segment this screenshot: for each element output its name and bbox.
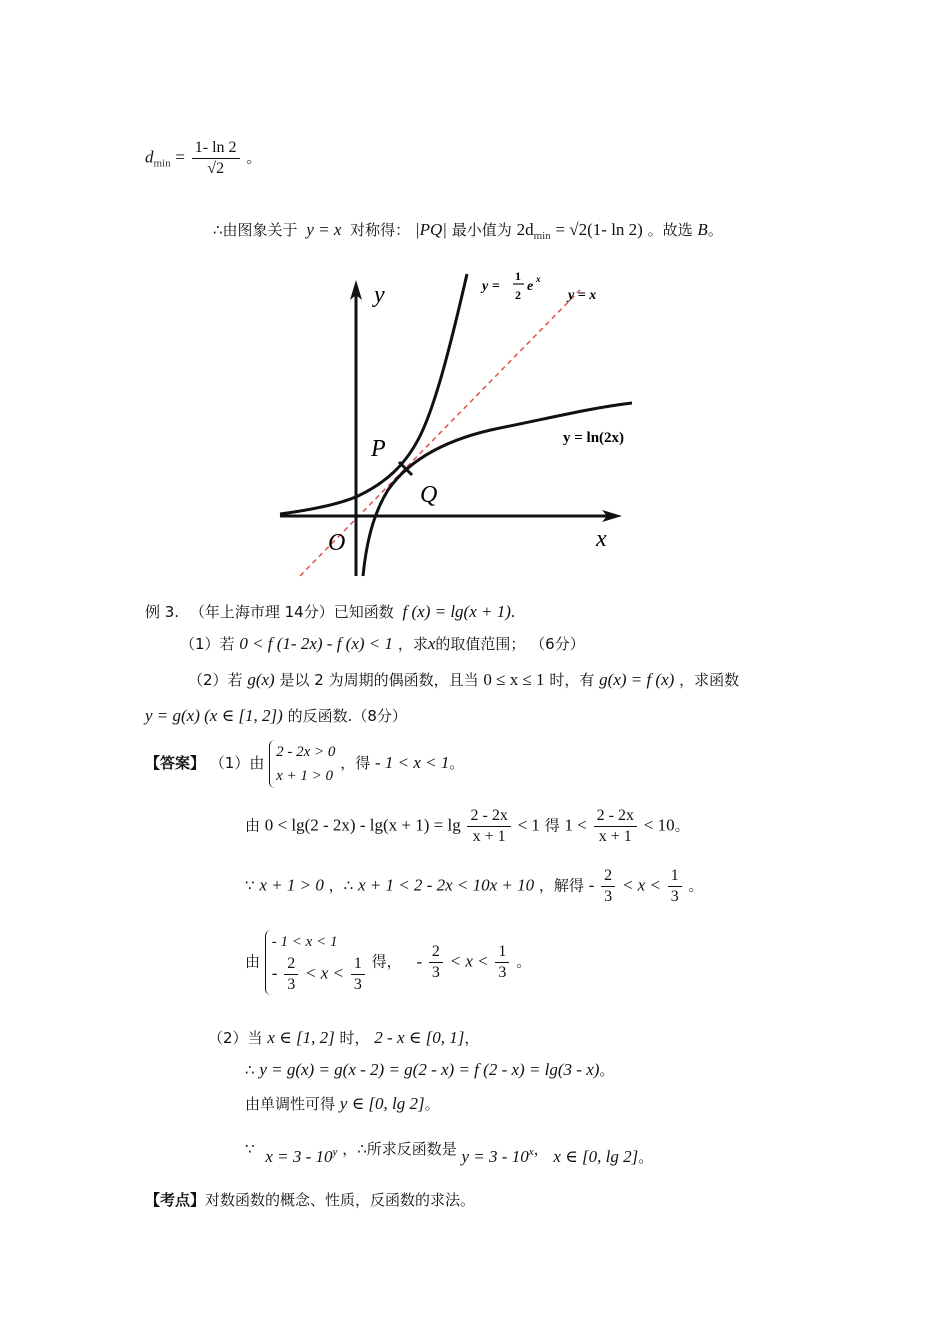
answer-2: 由 0 < lg(2 - 2x) - lg(x + 1) = lg $\frac{2 - 2x}{x + 1}$ < 1 得 1 < $\frac{2 - 2x}{x + 1}$ < 10。 (245, 807, 690, 845)
answer-5: （2）当 x ∈ [1, 2] 时， 2 - x ∈ [0, 1]， (208, 1028, 480, 1047)
question-2: （2）若 g(x) 是以 2 为周期的偶函数，且当 0 ≤ x ≤ 1 时，有 g(x) = f (x) ，求函数 (188, 670, 740, 689)
fraction: $\frac{2}{3}$ (601, 866, 615, 907)
key-point: 【考点】对数函数的概念、性质，反函数的求法。 (145, 1191, 476, 1209)
label-exp-num: 1 (515, 269, 521, 283)
example-title: 例 3. （年上海市理 14分）已知函数 f (x) = lg(x + 1). (145, 602, 516, 621)
curve-ln (363, 403, 632, 576)
answer-1: 【答案】 （1）由 2 - 2x > 0 x + 1 > 0 ，得 - 1 < x < 1。 (145, 740, 464, 788)
curve-exp (280, 274, 467, 514)
question-1: （1）若 0 < f (1- 2x) - f (x) < 1 ，求x的取值范围； （6分） (180, 634, 585, 653)
y-axis-label: y (374, 282, 385, 308)
point-p-label: P (371, 436, 386, 462)
answer-7: 由单调性可得 y ∈ [0, lg 2]。 (245, 1094, 440, 1113)
origin-label: O (328, 530, 346, 556)
fraction: $\frac{2 - 2x}{x + 1}$ (467, 806, 510, 847)
answer-4: 由 - 1 < x < 1 - $\frac{2}{3}$ < x < $\frac{1}{3}$ 得， - $\frac{2}{3}$ < x < $\frac{1}{3}$ 。 (245, 930, 531, 995)
x-axis-label: x (596, 526, 607, 552)
fraction: $\frac{1}{3}$ (351, 954, 365, 995)
system-brace: 2 - 2x > 0 x + 1 > 0 (269, 740, 335, 788)
formula-dmin: $d_{min}$ = $\frac{1- \ln 2}{√2}$ 。 (145, 139, 262, 177)
label-y-equals-x: y = x (568, 288, 597, 303)
question-2-cont: y = g(x) (x ∈ [1, 2]) 的反函数.（8分） (145, 706, 407, 725)
system-brace: - 1 < x < 1 - $\frac{2}{3}$ < x < $\frac{1}{3}$ (265, 930, 367, 995)
fraction: $\frac{2 - 2x}{x + 1}$ (594, 806, 637, 847)
symmetry-conclusion: ∴由图象关于 y = x 对称得： |PQ| 最小值为 $2d_{min} = √2(1-$ ln 2) 。故选 B。 (213, 220, 723, 242)
answer-6: ∴ y = g(x) = g(x - 2) = g(2 - x) = f (2 - x) = lg(3 - x)。 (245, 1060, 615, 1079)
fraction: $\frac{2}{3}$ (284, 954, 298, 995)
fraction: $\frac{1}{3}$ (668, 866, 682, 907)
answer-3: ∵ x + 1 > 0 ，∴ x + 1 < 2 - 2x < 10x + 10 ，解得 - $\frac{2}{3}$ < x < $\frac{1}{3}$ 。 (245, 867, 704, 905)
point-q-label: Q (420, 482, 438, 508)
label-exp: y = (482, 279, 500, 294)
label-exp-sup: x (536, 274, 541, 284)
fraction: $\frac{1}{3}$ (495, 942, 509, 983)
fraction: $\frac{1- \ln 2}{√2}$ (192, 138, 240, 179)
fraction: $\frac{2}{3}$ (429, 942, 443, 983)
label-exp-e: e (527, 279, 534, 294)
label-exp-den: 2 (515, 288, 521, 302)
label-ln: y = ln(2x) (563, 430, 625, 446)
function-graph (270, 268, 650, 580)
answer-8: ∵ x = 3 - 10$^y$ ，∴所求反函数是 y = 3 - 10$^x$， x ∈ [0, lg 2]。 (245, 1140, 654, 1166)
